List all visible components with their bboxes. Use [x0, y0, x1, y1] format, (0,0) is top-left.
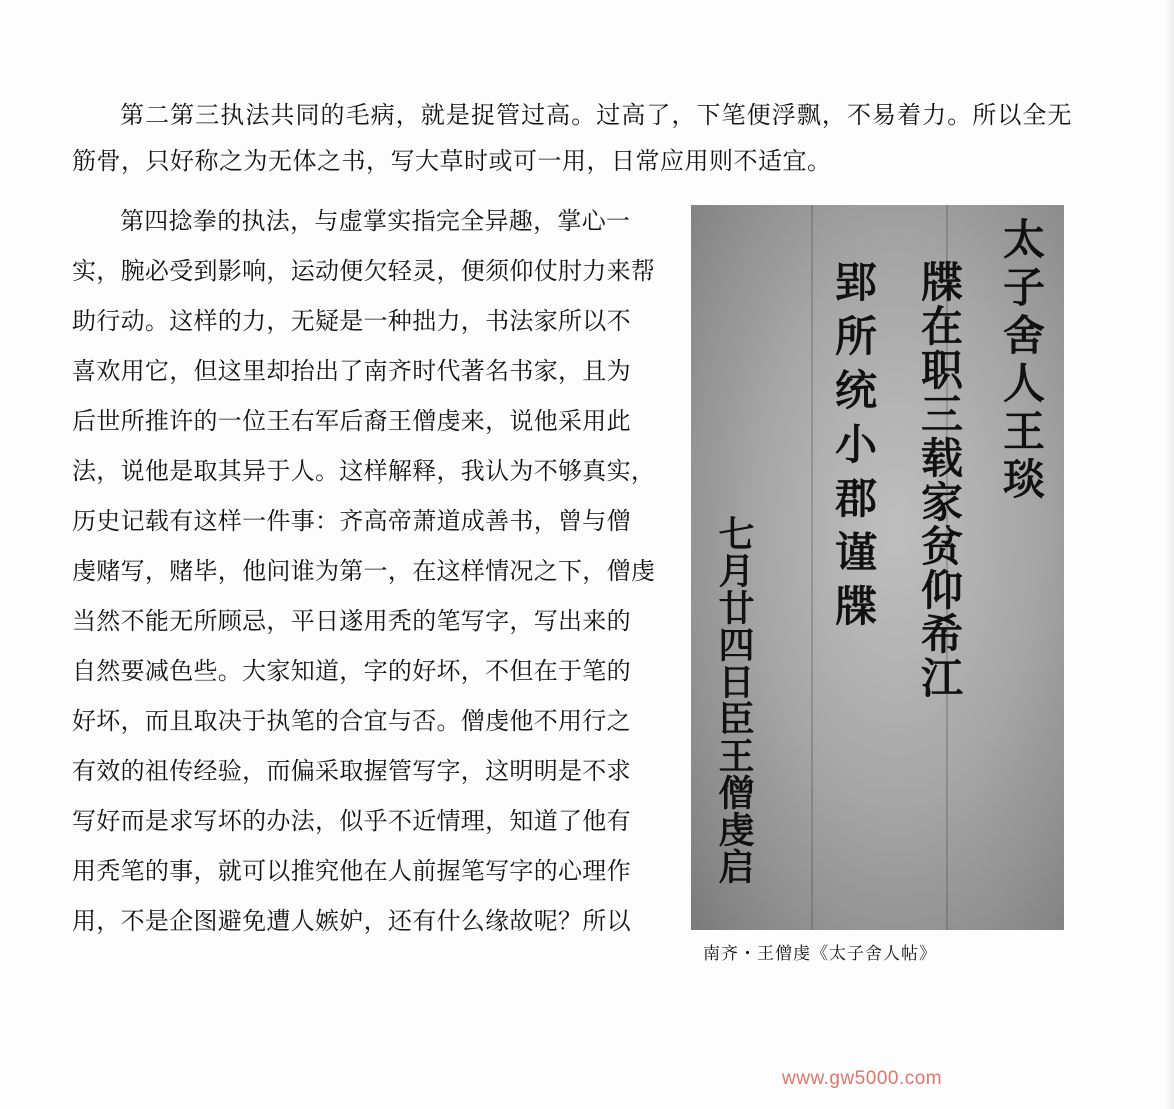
column-line: 虔赌写，赌毕，他问谁为第一，在这样情况之下，僧虔: [72, 557, 656, 585]
column-line: 历史记载有这样一件事：齐高帝萧道成善书，曾与僧: [72, 507, 631, 535]
scan-edge-shadow: [1164, 0, 1174, 1109]
paper-fold-line: [811, 205, 813, 930]
image-caption: 南齐・王僧虔《太子舍人帖》: [703, 944, 937, 964]
column-line: 法，说他是取其异于人。这样解释，我认为不够真实，: [72, 457, 656, 485]
column-line: 有效的祖传经验，而偏采取握管写字，这明明是不求: [72, 757, 631, 785]
column-line: 写好而是求写坏的办法，似乎不近情理，知道了他有: [72, 807, 631, 835]
column-line: 实，腕必受到影响，运动便欠轻灵，便须仰仗肘力来帮: [72, 257, 656, 285]
column-line: 第四捻拳的执法，与虚掌实指完全异趣，掌心一: [120, 207, 631, 235]
calligraphy-column: 牒在职三载家贫仰希江: [915, 260, 964, 700]
watermark: www.gw5000.com: [782, 1068, 943, 1089]
calligraphy-image: [691, 205, 1064, 930]
top-paragraph: 第二第三执法共同的毛病，就是捉管过高。过高了，下笔便浮飘，不易着力。所以全无筋骨，只好称之为无体之书，写大草时或可一用，日常应用则不适宜。: [72, 101, 1072, 175]
column-line: 好坏，而且取决于执笔的合宜与否。僧虔他不用行之: [72, 707, 631, 735]
column-line: 用秃笔的事，就可以推究他在人前握笔写字的心理作: [72, 857, 631, 885]
column-line: 助行动。这样的力，无疑是一种拙力，书法家所以不: [72, 307, 631, 335]
calligraphy-column: 七月廿四日臣王僧虔启: [713, 515, 755, 885]
calligraphy-column: 郢所统小郡谨牒: [829, 260, 878, 638]
column-line: 喜欢用它，但这里却抬出了南齐时代著名书家，且为: [72, 357, 631, 385]
column-line: 当然不能无所顾忌，平日遂用秃的笔写字，写出来的: [72, 607, 631, 635]
column-line: 用，不是企图避免遭人嫉妒，还有什么缘故呢？所以: [72, 907, 631, 935]
calligraphy-column: 太子舍人王琰: [997, 217, 1046, 505]
column-line: 后世所推许的一位王右军后裔王僧虔来，说他采用此: [72, 407, 631, 435]
column-line: 自然要减色些。大家知道，字的好坏，不但在于笔的: [72, 657, 631, 685]
